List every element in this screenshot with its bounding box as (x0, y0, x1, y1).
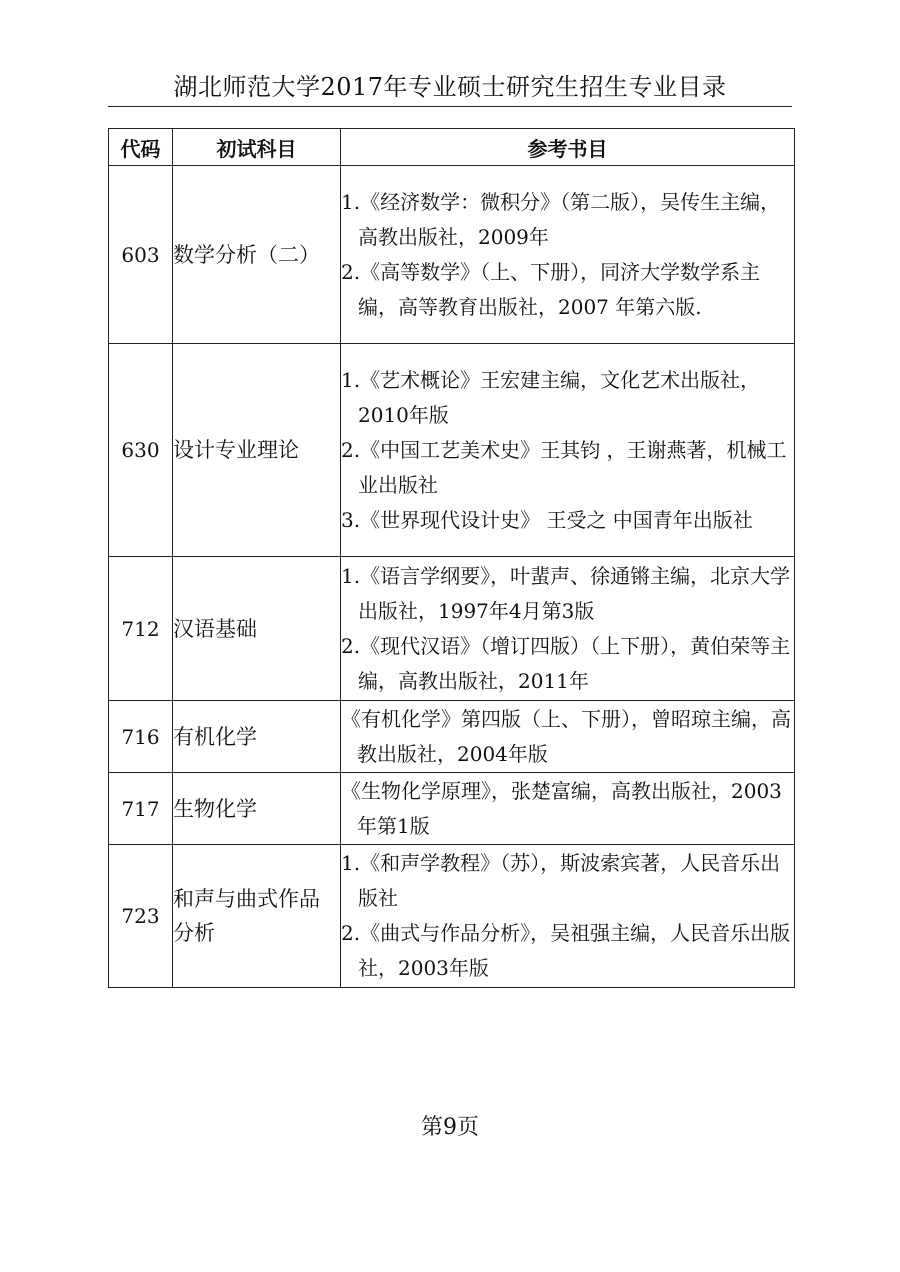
page-number: 第9页 (421, 1115, 479, 1140)
reference-books (341, 845, 795, 988)
subject-code: 717 (109, 773, 173, 845)
page-title: 湖北师范大学2017年专业硕士研究生招生专业目录 (173, 73, 727, 101)
subject-code: 716 (109, 701, 173, 773)
subject-code: 723 (109, 845, 173, 988)
catalog-table (108, 128, 795, 988)
table-row (109, 166, 795, 344)
column-header-code: 代码 (109, 129, 173, 166)
table-row (109, 845, 795, 988)
reference-book-item: 1.《语言学纲要》，叶蜚声、徐通锵主编，北京大学出版社，1997年4月第3版 (341, 563, 791, 623)
header-divider (108, 106, 792, 107)
subject-code: 630 (109, 344, 173, 557)
reference-book-item: 1.《艺术概论》王宏建主编，文化艺术出版社，2010年版 (341, 367, 761, 427)
reference-book-item: 《有机化学》第四版（上、下册），曾昭琼主编，高教出版社，2004年版 (341, 706, 791, 766)
column-header-books: 参考书目 (341, 129, 795, 166)
reference-books (341, 557, 795, 701)
subject-name: 设计专业理论 (173, 344, 341, 557)
subject-name: 生物化学 (173, 773, 341, 845)
reference-book-item: 3.《世界现代设计史》 王受之 中国青年出版社 (341, 507, 753, 532)
table-row (109, 557, 795, 701)
table-row (109, 701, 795, 773)
table-row (109, 344, 795, 557)
subject-name: 有机化学 (173, 701, 341, 773)
table-header-row (109, 129, 795, 166)
subject-name: 和声与曲式作品分析 (173, 845, 341, 988)
reference-book-item: 《生物化学原理》，张楚富编，高教出版社，2003年第1版 (341, 778, 782, 838)
reference-book-item: 1.《经济数学：微积分》（第二版），吴传生主编，高教出版社，2009年 (341, 189, 781, 249)
reference-book-item: 2.《高等数学》（上、下册），同济大学数学系主编，高等教育出版社，2007 年第六版. (341, 259, 761, 319)
column-header-subject: 初试科目 (173, 129, 341, 166)
reference-book-item: 2.《中国工艺美术史》王其钧 ，王谢燕著，机械工业出版社 (341, 437, 787, 497)
reference-book-item: 2.《现代汉语》（增订四版）（上下册），黄伯荣等主编，高教出版社，2011年 (341, 633, 791, 693)
reference-books (341, 166, 795, 344)
subject-code: 603 (109, 166, 173, 344)
reference-book-item: 1.《和声学教程》（苏），斯波索宾著，人民音乐出版社 (341, 851, 781, 910)
subject-code: 712 (109, 557, 173, 701)
subject-name: 数学分析（二） (173, 166, 341, 344)
reference-books (341, 344, 795, 557)
reference-book-item: 2.《曲式与作品分析》，吴祖强主编，人民音乐出版社，2003年版 (341, 921, 791, 980)
table-row (109, 773, 795, 845)
reference-books (341, 773, 795, 845)
subject-name: 汉语基础 (173, 557, 341, 701)
reference-books (341, 701, 795, 773)
